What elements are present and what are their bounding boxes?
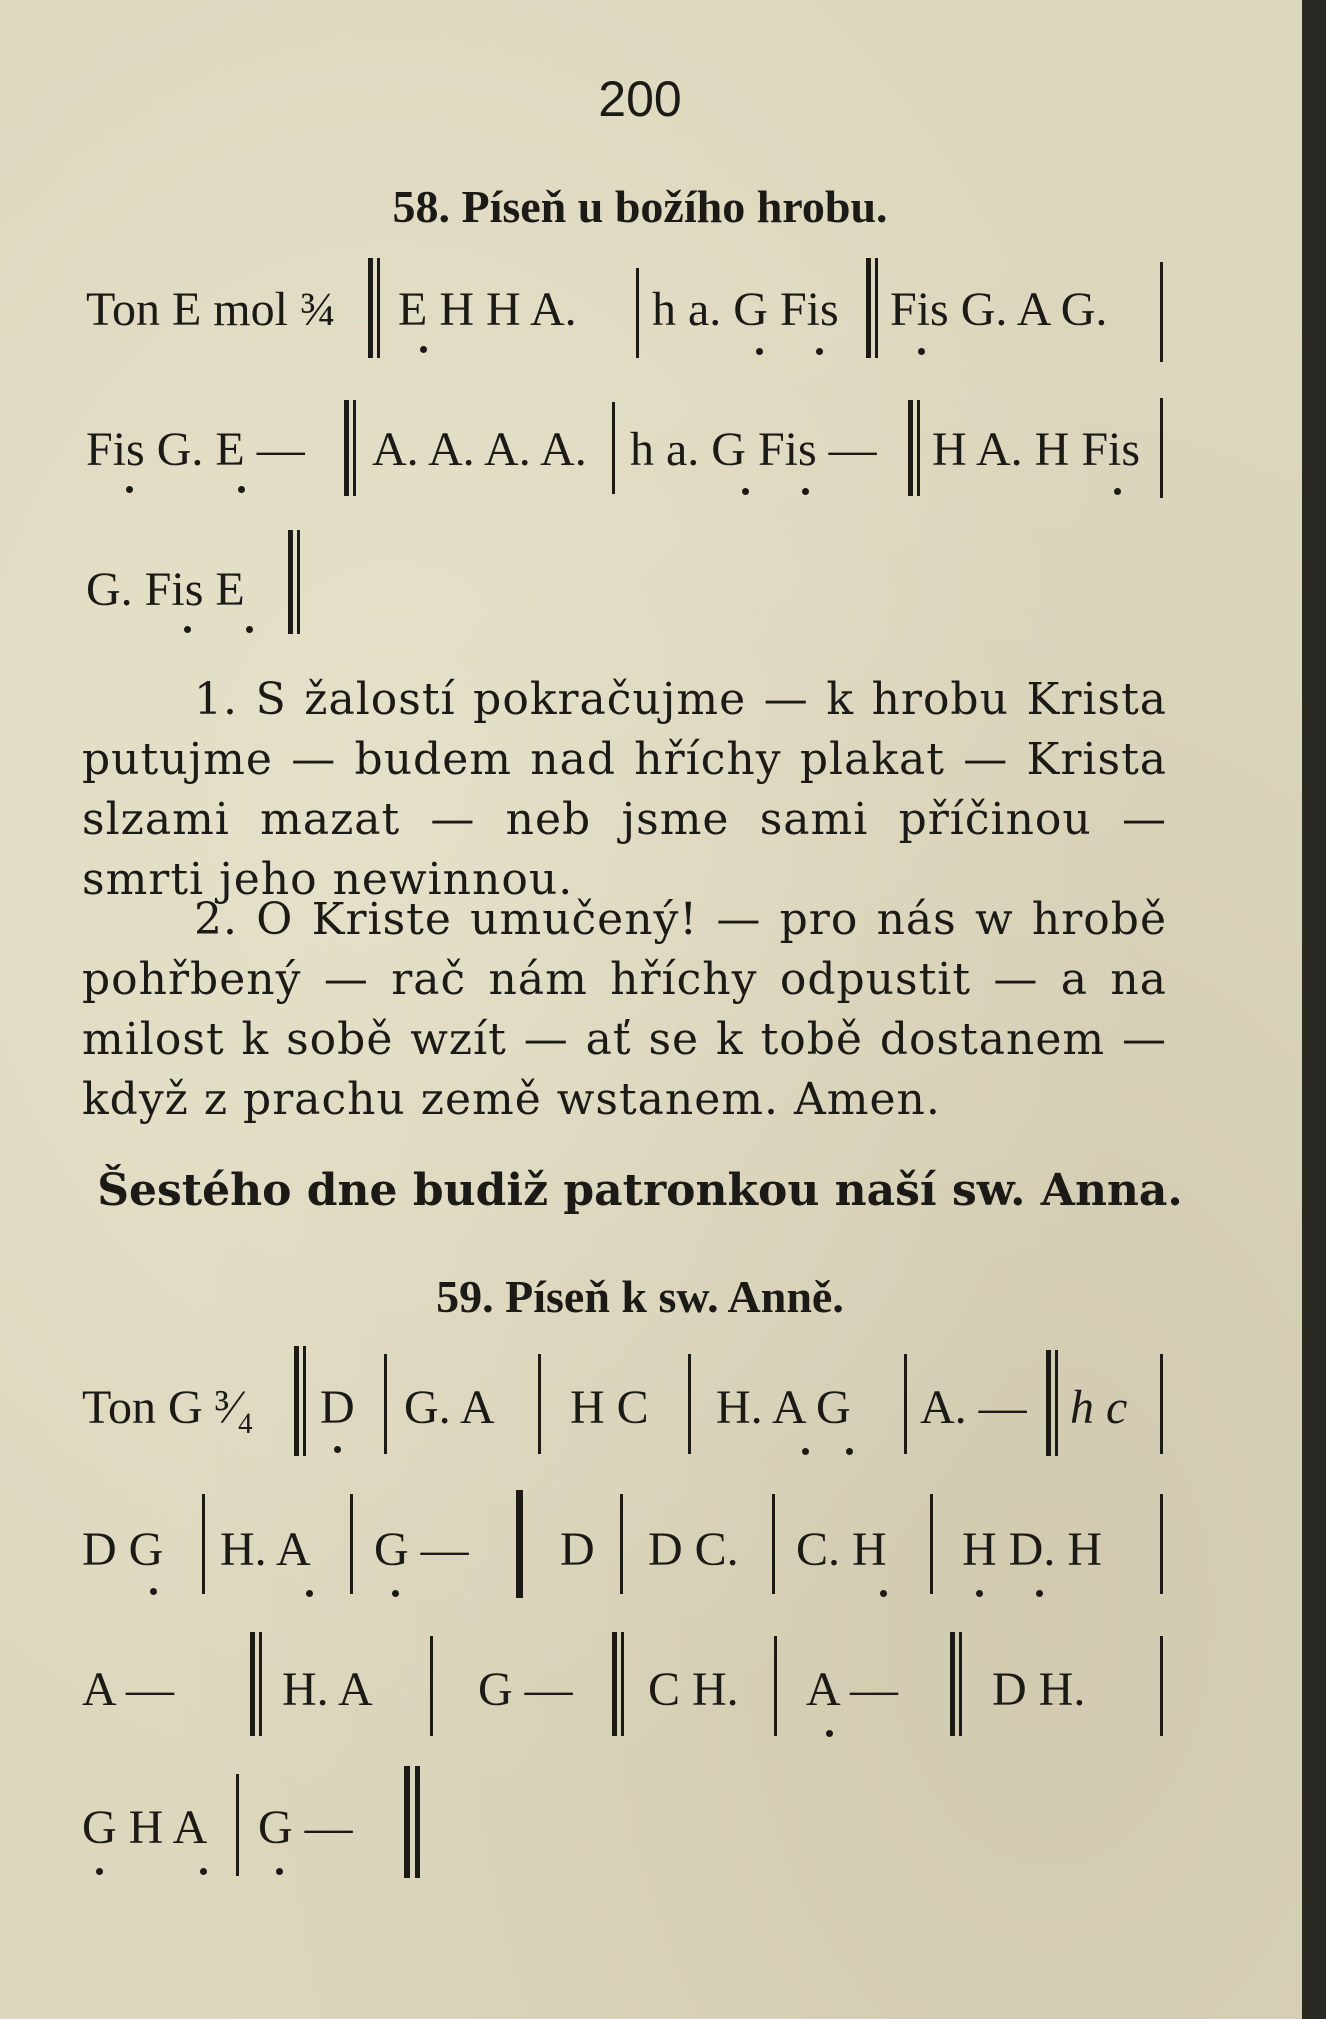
note-dot <box>200 1868 207 1875</box>
note-dot <box>246 626 253 633</box>
note-dot <box>276 1868 283 1875</box>
barline <box>774 1636 777 1736</box>
note-dot <box>802 1448 809 1455</box>
note-dot <box>846 1448 853 1455</box>
note-dot <box>238 486 245 493</box>
note-dot <box>742 488 749 495</box>
note-dot <box>1114 488 1121 495</box>
note-dot <box>756 348 763 355</box>
measure: E H H A. <box>398 283 577 336</box>
measure: h a. G Fis — <box>630 423 877 476</box>
measure: G H A <box>82 1801 208 1854</box>
measure: C H. <box>648 1663 739 1716</box>
song-59-title: 59. Píseň k sw. Anně. <box>436 1271 844 1322</box>
measure: C. H <box>796 1523 887 1576</box>
final-barline <box>404 1766 420 1878</box>
note-dot <box>816 348 823 355</box>
double-barline <box>908 400 920 496</box>
measure: A — <box>82 1663 175 1716</box>
barline <box>1160 398 1163 498</box>
measure: H D. H <box>962 1523 1102 1576</box>
measure: H. A <box>282 1663 373 1716</box>
measure: h a. G Fis <box>652 283 839 336</box>
page-number: 200 <box>598 71 682 127</box>
barline <box>930 1494 933 1594</box>
barline <box>636 268 639 358</box>
barline <box>202 1494 205 1594</box>
measure: G — <box>478 1663 573 1716</box>
measure: D G <box>82 1523 164 1576</box>
measure: A. A. A. A. <box>372 423 587 476</box>
song-58-key: Ton E mol ¾ <box>86 283 336 336</box>
measure: Fis G. E — <box>86 423 305 476</box>
barline <box>430 1636 433 1736</box>
measure: D C. <box>648 1523 739 1576</box>
measure: H A. H Fis <box>932 423 1141 476</box>
measure: h c <box>1070 1381 1128 1434</box>
note-dot <box>150 1588 157 1595</box>
note-dot <box>96 1868 103 1875</box>
barline <box>904 1354 907 1454</box>
note-dot <box>306 1590 313 1597</box>
measure: G — <box>258 1801 353 1854</box>
song-59-key: Ton G ³⁄₄ <box>82 1381 254 1434</box>
double-barline <box>612 1632 624 1736</box>
barline <box>384 1354 387 1454</box>
note-dot <box>1036 1590 1043 1597</box>
measure: H C <box>570 1381 649 1434</box>
barline <box>538 1354 541 1454</box>
double-barline <box>950 1632 962 1736</box>
final-barline <box>288 530 300 634</box>
measure: G. A <box>404 1381 495 1434</box>
measure: G. Fis E <box>86 563 245 616</box>
thick-barline <box>516 1490 526 1598</box>
measure: D H. <box>992 1663 1086 1716</box>
barline <box>1160 1354 1163 1454</box>
book-spine-edge <box>1302 0 1326 2019</box>
measure: G — <box>374 1523 469 1576</box>
barline <box>772 1494 775 1594</box>
double-barline <box>866 258 878 358</box>
song-58-title: 58. Píseň u božího hrobu. <box>392 181 888 232</box>
barline <box>688 1354 691 1454</box>
measure: H. A <box>220 1523 311 1576</box>
song-58-verse-1: 1. S žalostí pokračujme — k hrobu Krista putujme — budem nad hříchy plakat — Krista slzami mazat — neb jsme sami příčinou — smrti jeho newinnou. <box>82 674 1167 905</box>
note-dot <box>976 1590 983 1597</box>
double-barline <box>344 400 356 496</box>
barline <box>1160 262 1163 362</box>
measure: D <box>560 1523 595 1576</box>
measure: A — <box>806 1663 899 1716</box>
note-dot <box>918 348 925 355</box>
barline <box>620 1494 623 1594</box>
song-58-verse-2: 2. O Kriste umučený! — pro nás w hrobě pohřbený — rač nám hříchy odpustit — a na milost k sobě wzít — ať se k tobě dostanem — když z prachu země wstanem. Amen. <box>82 894 1167 1125</box>
barline <box>1160 1636 1163 1736</box>
measure: D <box>320 1381 355 1434</box>
barline <box>236 1774 239 1876</box>
note-dot <box>802 488 809 495</box>
double-barline <box>1046 1350 1058 1456</box>
note-dot <box>392 1590 399 1597</box>
note-dot <box>334 1446 341 1453</box>
barline <box>612 402 615 494</box>
measure: Fis G. A G. <box>890 283 1108 336</box>
note-dot <box>126 486 133 493</box>
note-dot <box>826 1730 833 1737</box>
note-dot <box>184 626 191 633</box>
double-barline <box>294 1346 306 1456</box>
note-dot <box>880 1590 887 1597</box>
double-barline <box>368 258 380 358</box>
measure: H. A G <box>716 1381 851 1434</box>
double-barline <box>250 1632 262 1736</box>
feast-day-heading: Šestého dne budiž patronkou naší sw. Anna. <box>97 1165 1183 1216</box>
barline <box>1160 1494 1163 1594</box>
barline <box>350 1494 353 1594</box>
note-dot <box>420 346 427 353</box>
measure: A. — <box>920 1381 1027 1434</box>
